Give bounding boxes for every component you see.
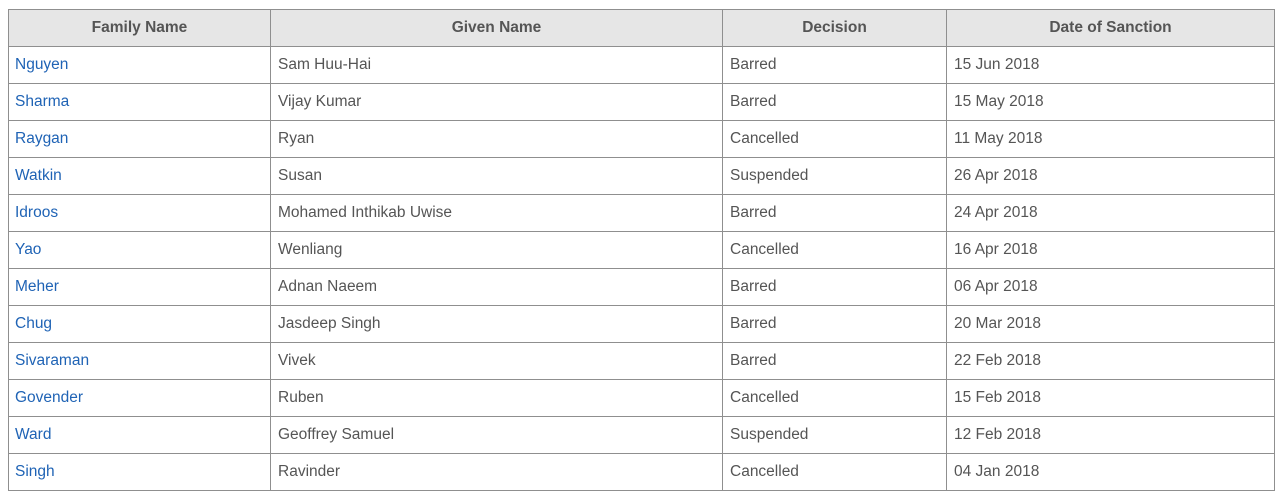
family-name-cell (9, 269, 271, 306)
given-name-cell: Geoffrey Samuel (271, 417, 723, 454)
column-header-family-name: Family Name (9, 10, 271, 47)
given-name-cell: Ryan (271, 121, 723, 158)
table-row (9, 84, 1275, 121)
family-name-link[interactable]: Meher (15, 278, 59, 295)
family-name-link[interactable]: Ward (15, 426, 52, 443)
table-row (9, 232, 1275, 269)
date-of-sanction-cell: 24 Apr 2018 (947, 195, 1275, 232)
column-header-date-of-sanction: Date of Sanction (947, 10, 1275, 47)
decision-cell: Barred (723, 195, 947, 232)
table-row (9, 343, 1275, 380)
family-name-cell (9, 417, 271, 454)
decision-cell: Cancelled (723, 454, 947, 491)
table-row (9, 417, 1275, 454)
decision-cell: Cancelled (723, 121, 947, 158)
decision-cell: Barred (723, 343, 947, 380)
family-name-link[interactable]: Chug (15, 315, 53, 332)
sanctions-table (8, 9, 1275, 491)
table-header (9, 10, 1275, 47)
given-name-cell: Vivek (271, 343, 723, 380)
date-of-sanction-cell: 15 Jun 2018 (947, 47, 1275, 84)
decision-cell: Barred (723, 306, 947, 343)
family-name-link[interactable]: Watkin (15, 167, 62, 184)
family-name-cell (9, 84, 271, 121)
family-name-link[interactable]: Govender (15, 389, 84, 406)
family-name-link[interactable]: Idroos (15, 204, 59, 221)
date-of-sanction-cell: 11 May 2018 (947, 121, 1275, 158)
family-name-cell (9, 232, 271, 269)
date-of-sanction-cell: 16 Apr 2018 (947, 232, 1275, 269)
family-name-cell (9, 158, 271, 195)
family-name-cell (9, 343, 271, 380)
table-row (9, 121, 1275, 158)
sanctions-table-container (8, 9, 1274, 491)
decision-cell: Barred (723, 84, 947, 121)
family-name-cell (9, 195, 271, 232)
family-name-cell (9, 47, 271, 84)
given-name-cell: Wenliang (271, 232, 723, 269)
family-name-link[interactable]: Sharma (15, 93, 70, 110)
table-row (9, 454, 1275, 491)
table-row (9, 158, 1275, 195)
given-name-cell: Ravinder (271, 454, 723, 491)
date-of-sanction-cell: 12 Feb 2018 (947, 417, 1275, 454)
table-row (9, 47, 1275, 84)
table-row (9, 306, 1275, 343)
date-of-sanction-cell: 06 Apr 2018 (947, 269, 1275, 306)
given-name-cell: Jasdeep Singh (271, 306, 723, 343)
family-name-link[interactable]: Nguyen (15, 56, 69, 73)
decision-cell: Cancelled (723, 380, 947, 417)
decision-cell: Barred (723, 269, 947, 306)
table-row (9, 195, 1275, 232)
column-header-decision: Decision (723, 10, 947, 47)
family-name-cell (9, 306, 271, 343)
family-name-link[interactable]: Singh (15, 463, 55, 480)
decision-cell: Cancelled (723, 232, 947, 269)
decision-cell: Barred (723, 47, 947, 84)
date-of-sanction-cell: 26 Apr 2018 (947, 158, 1275, 195)
column-header-given-name: Given Name (271, 10, 723, 47)
family-name-link[interactable]: Sivaraman (15, 352, 90, 369)
date-of-sanction-cell: 22 Feb 2018 (947, 343, 1275, 380)
given-name-cell: Mohamed Inthikab Uwise (271, 195, 723, 232)
table-row (9, 380, 1275, 417)
family-name-link[interactable]: Yao (15, 241, 42, 258)
family-name-cell (9, 121, 271, 158)
date-of-sanction-cell: 04 Jan 2018 (947, 454, 1275, 491)
family-name-cell (9, 380, 271, 417)
given-name-cell: Vijay Kumar (271, 84, 723, 121)
date-of-sanction-cell: 15 May 2018 (947, 84, 1275, 121)
date-of-sanction-cell: 20 Mar 2018 (947, 306, 1275, 343)
family-name-cell (9, 454, 271, 491)
given-name-cell: Susan (271, 158, 723, 195)
decision-cell: Suspended (723, 417, 947, 454)
family-name-link[interactable]: Raygan (15, 130, 69, 147)
given-name-cell: Sam Huu-Hai (271, 47, 723, 84)
decision-cell: Suspended (723, 158, 947, 195)
table-body (9, 47, 1275, 491)
date-of-sanction-cell: 15 Feb 2018 (947, 380, 1275, 417)
header-row (9, 10, 1275, 47)
given-name-cell: Ruben (271, 380, 723, 417)
given-name-cell: Adnan Naeem (271, 269, 723, 306)
table-row (9, 269, 1275, 306)
